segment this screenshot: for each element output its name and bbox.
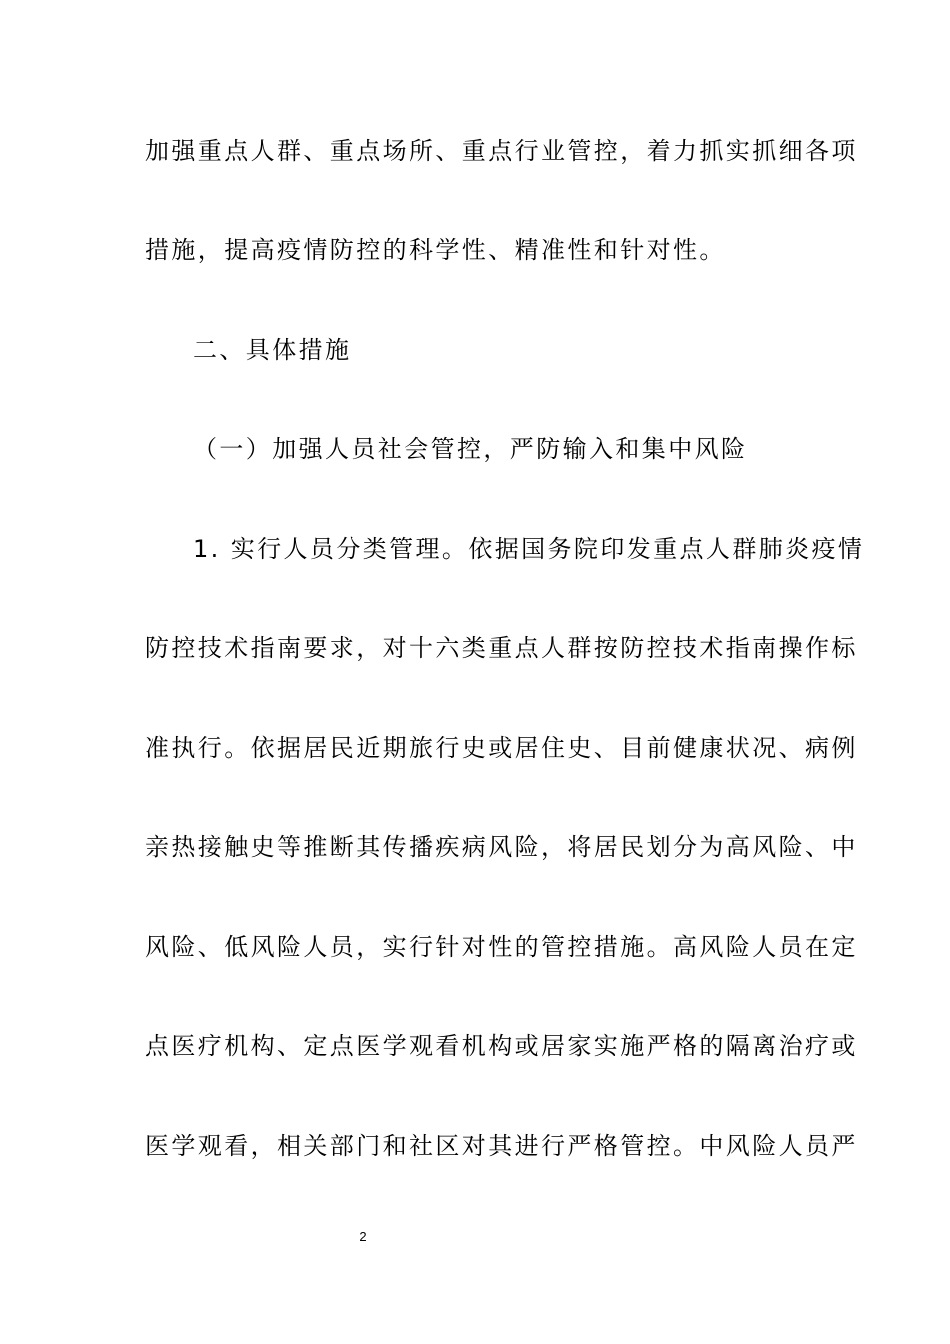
line-text: 点医疗机构、定点医学观看机构或居家实施严格的隔离治疗或 bbox=[145, 1032, 858, 1060]
text-line bbox=[0, 728, 950, 768]
line-text: 风险、低风险人员，实行针对性的管控措施。高风险人员在定 bbox=[145, 933, 858, 961]
text-line bbox=[0, 927, 950, 967]
text-line bbox=[0, 1126, 950, 1166]
line-text: （一）加强人员社会管控，严防输入和集中风险 bbox=[193, 435, 748, 463]
line-text: 加强重点人群、重点场所、重点行业管控，着力抓实抓细各项 bbox=[145, 137, 858, 165]
line-text: 措施，提高疫情防控的科学性、精准性和针对性。 bbox=[145, 236, 726, 264]
line-text: 二、具体措施 bbox=[193, 336, 352, 364]
text-line bbox=[0, 1026, 950, 1066]
line-text: 防控技术指南要求，对十六类重点人群按防控技术指南操作标 bbox=[145, 634, 858, 662]
line-text: 医学观看，相关部门和社区对其进行严格管控。中风险人员严 bbox=[145, 1132, 858, 1160]
line-text: 1. 实行人员分类管理。依据国务院印发重点人群肺炎疫情 bbox=[193, 535, 865, 563]
section-heading bbox=[0, 330, 950, 370]
subsection-heading bbox=[0, 429, 950, 469]
text-line bbox=[0, 131, 950, 171]
text-line bbox=[0, 628, 950, 668]
page-number: 2 bbox=[359, 1229, 367, 1244]
text-line bbox=[0, 230, 950, 270]
text-line bbox=[0, 529, 950, 569]
line-text: 亲热接触史等推断其传播疾病风险，将居民划分为高风险、中 bbox=[145, 833, 858, 861]
line-text: 准执行。依据居民近期旅行史或居住史、目前健康状况、病例 bbox=[145, 734, 858, 762]
text-line bbox=[0, 827, 950, 867]
